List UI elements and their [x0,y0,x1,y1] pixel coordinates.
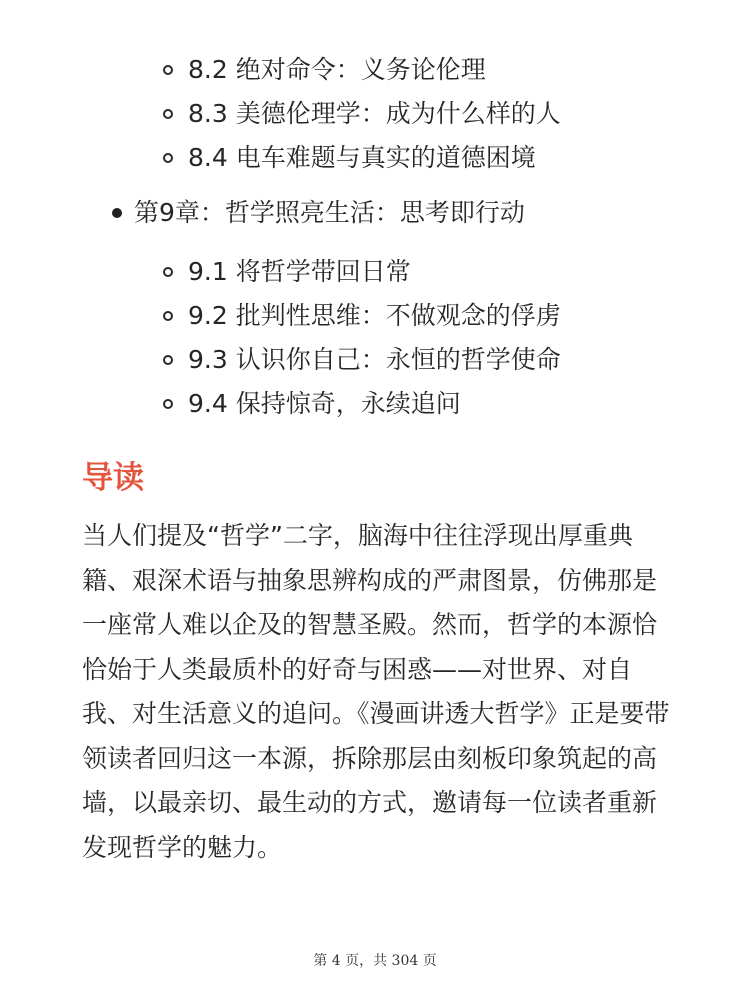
circle-bullet-icon [163,65,173,75]
toc-section-item [188,389,461,419]
toc-section-item [188,143,536,173]
circle-bullet-icon [163,311,173,321]
circle-bullet-icon [163,355,173,365]
disc-bullet-icon [112,208,122,218]
toc-section-title: 8.3 美德伦理学：成为什么样的人 [188,99,561,128]
toc-section-item [188,257,411,287]
circle-bullet-icon [163,267,173,277]
toc-section-item [188,301,561,331]
toc-section-item [188,99,561,129]
intro-paragraph: 当人们提及“哲学”二字，脑海中往往浮现出厚重典籍、艰深术语与抽象思辨构成的严肃图景，仿佛那是一座常人难以企及的智慧圣殿。然而，哲学的本源恰恰始于人类最质朴的好奇与困惑——对世界、对自我、对生活意义的追问。《漫画讲透大哲学》正是要带领读者回归这一本源，拆除那层由刻板印象筑起的高墙，以最亲切、最生动的方式，邀请每一位读者重新发现哲学的魅力。 [82,521,670,862]
toc-section-title: 9.3 认识你自己：永恒的哲学使命 [188,345,561,374]
toc-section-title: 9.2 批判性思维：不做观念的俘虏 [188,301,561,330]
page-indicator: 第 4 页，共 304 页 [313,953,437,969]
toc-chapter-title: 第9章：哲学照亮生活：思考即行动 [134,198,525,227]
toc-chapter-item [134,198,525,228]
circle-bullet-icon [163,153,173,163]
toc-section-title: 8.4 电车难题与真实的道德困境 [188,143,536,172]
toc-section-item [188,345,561,375]
toc-section-title: 9.4 保持惊奇，永续追问 [188,389,461,418]
toc-section-title: 8.2 绝对命令：义务论伦理 [188,55,486,84]
toc-section-title: 9.1 将哲学带回日常 [188,257,411,286]
circle-bullet-icon [163,399,173,409]
intro-heading: 导读 [82,460,144,496]
toc-section-item [188,55,486,85]
circle-bullet-icon [163,109,173,119]
